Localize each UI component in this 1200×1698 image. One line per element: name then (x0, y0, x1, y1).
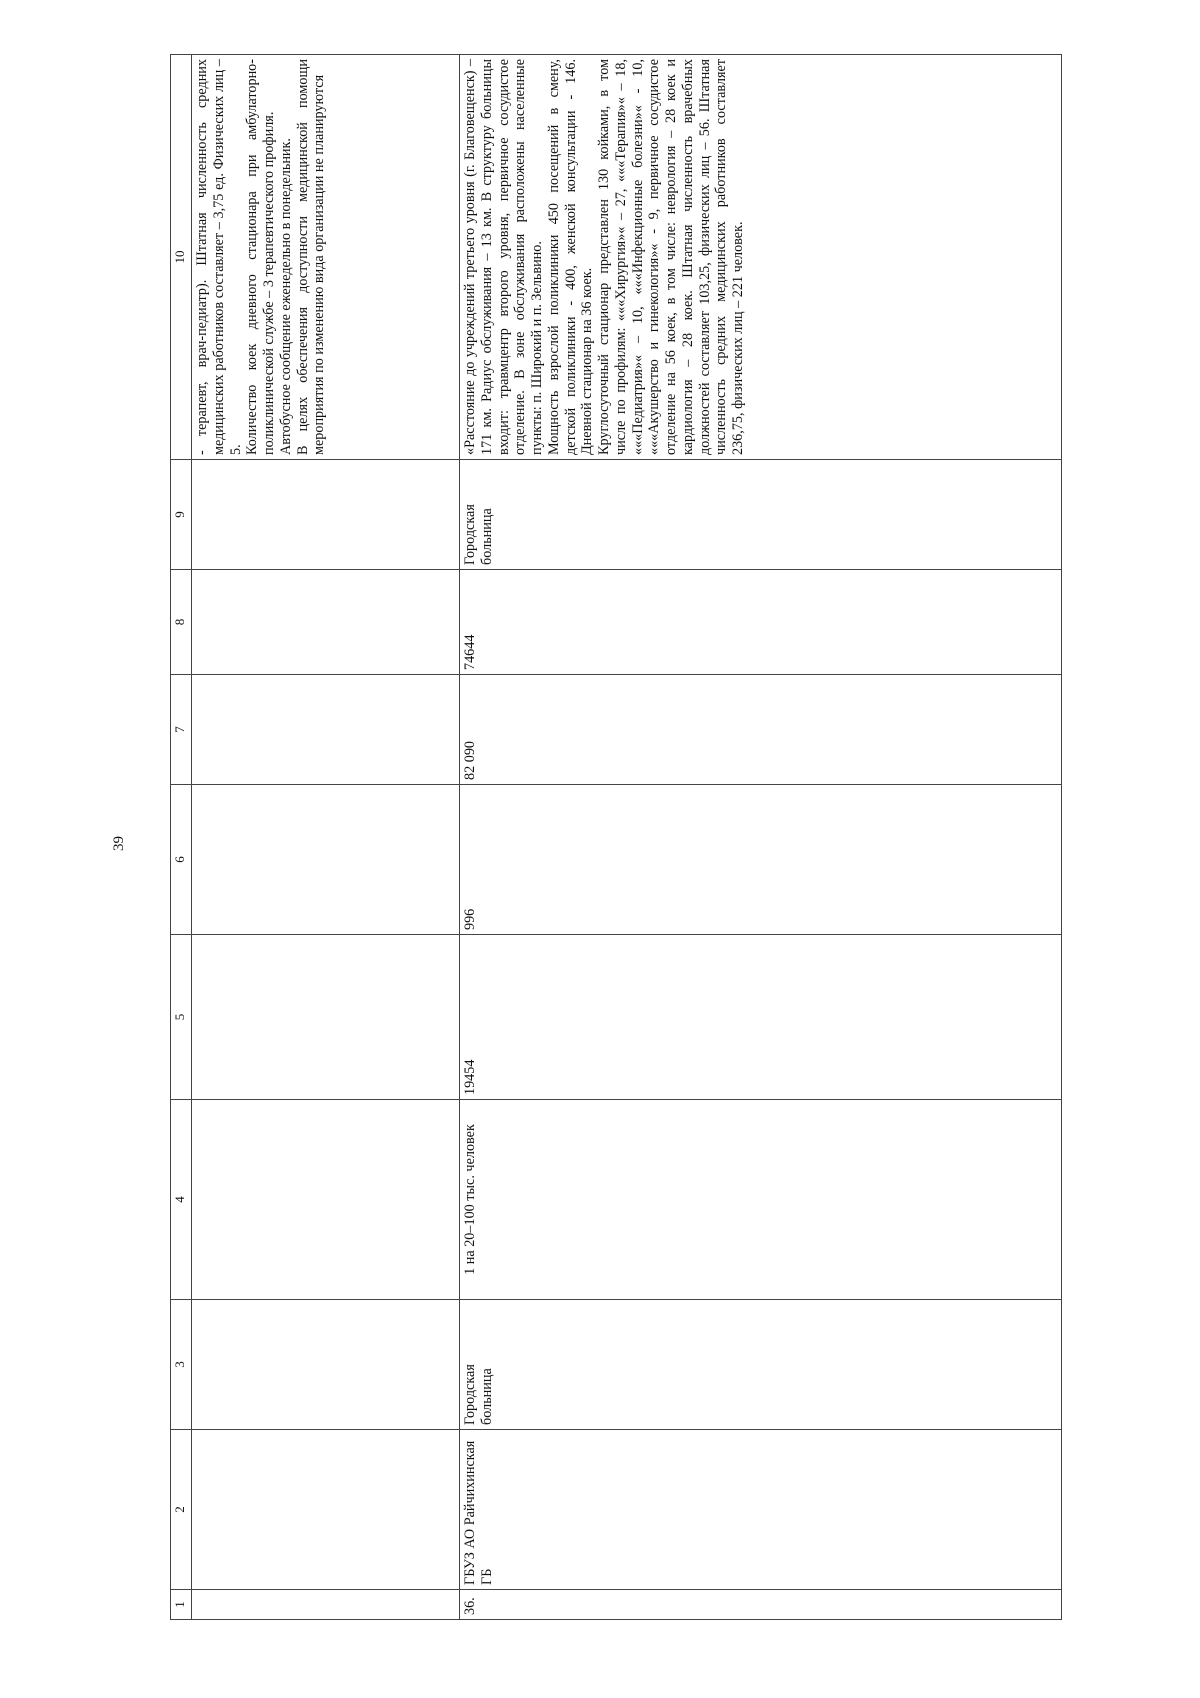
col-number: 10 (171, 55, 192, 460)
col-number: 1 (171, 1590, 192, 1620)
col9-value: Городская больница (460, 460, 1062, 570)
facility-name: ГБУЗ АО Райчихинская ГБ (460, 1430, 1062, 1590)
column-number-row (171, 55, 192, 1620)
col-number: 3 (171, 1300, 192, 1430)
col6-value: 996 (460, 785, 1062, 935)
description-paragraph: Количество коек дневного стационара при амбулаторно-поликлинической службе – 3 терапевтического профиля. (244, 59, 277, 455)
col-number: 8 (171, 570, 192, 675)
rotated-table-container (170, 55, 1062, 1620)
norm-value: 1 на 20–100 тыс. человек (460, 1100, 1062, 1300)
page-number: 39 (111, 836, 127, 851)
col-number: 4 (171, 1100, 192, 1300)
description-paragraph: Мощность взрослой поликлиники 450 посещений в смену, детской поликлиники - 400, женской консультации - 146. Дневной стационар на 36 коек. (545, 59, 596, 455)
table-row-continuation (192, 55, 460, 1620)
description-paragraph: «Расстояние до учреждений третьего уровня (г. Благовещенск) – 171 км. Радиус обслуживания – 13 км. В структуру больницы входит: травмцентр второго уровня, первичное сосудистое отделение. В зоне обслуживания расположены населенные пункты: п. Широкий и п. Зельвино. (462, 59, 545, 455)
col-number: 2 (171, 1430, 192, 1590)
facility-type: Городская больница (460, 1300, 1062, 1430)
description-paragraph: В целях обеспечения доступности медицинской помощи мероприятия по изменению вида организации не планируются (294, 59, 328, 455)
col7-value: 82 090 (460, 675, 1062, 785)
description-cell (192, 55, 460, 460)
col5-value: 19454 (460, 935, 1062, 1100)
row-number: 36. (460, 1590, 1062, 1620)
col-number: 7 (171, 675, 192, 785)
description-paragraph: Круглосуточный стационар представлен 130 койками, в том числе по профилям: «««Хирургия»« – 27, «««Терапия»« – 18, «««Педиатрия»« – 10, «««Инфекционные болезни»« - 10, «««Акушерство и гинекология»« - 9, первичное сосудистое отделение на 56 коек, в том числе: неврология – 28 коек и кардиология – 28 коек. Штатная численность врачебных должностей составляет 103,25, физических лиц – 56. Штатная численность средних медицинских работников составляет 236,75, физических лиц – 221 человек. (596, 59, 746, 455)
col-number: 9 (171, 460, 192, 570)
description-cell (460, 55, 1062, 460)
facility-table (170, 54, 1062, 1620)
col8-value: 74644 (460, 570, 1062, 675)
description-paragraph: Автобусное сообщение еженедельно в понедельник. (277, 138, 294, 455)
col-number: 6 (171, 785, 192, 935)
col-number: 5 (171, 935, 192, 1100)
description-paragraph: - терапевт, врач-педиатр). Штатная численность средних медицинских работников составляет – 3,75 ед. Физических лиц – 5. (194, 59, 244, 455)
table-row-36 (460, 55, 1062, 1620)
